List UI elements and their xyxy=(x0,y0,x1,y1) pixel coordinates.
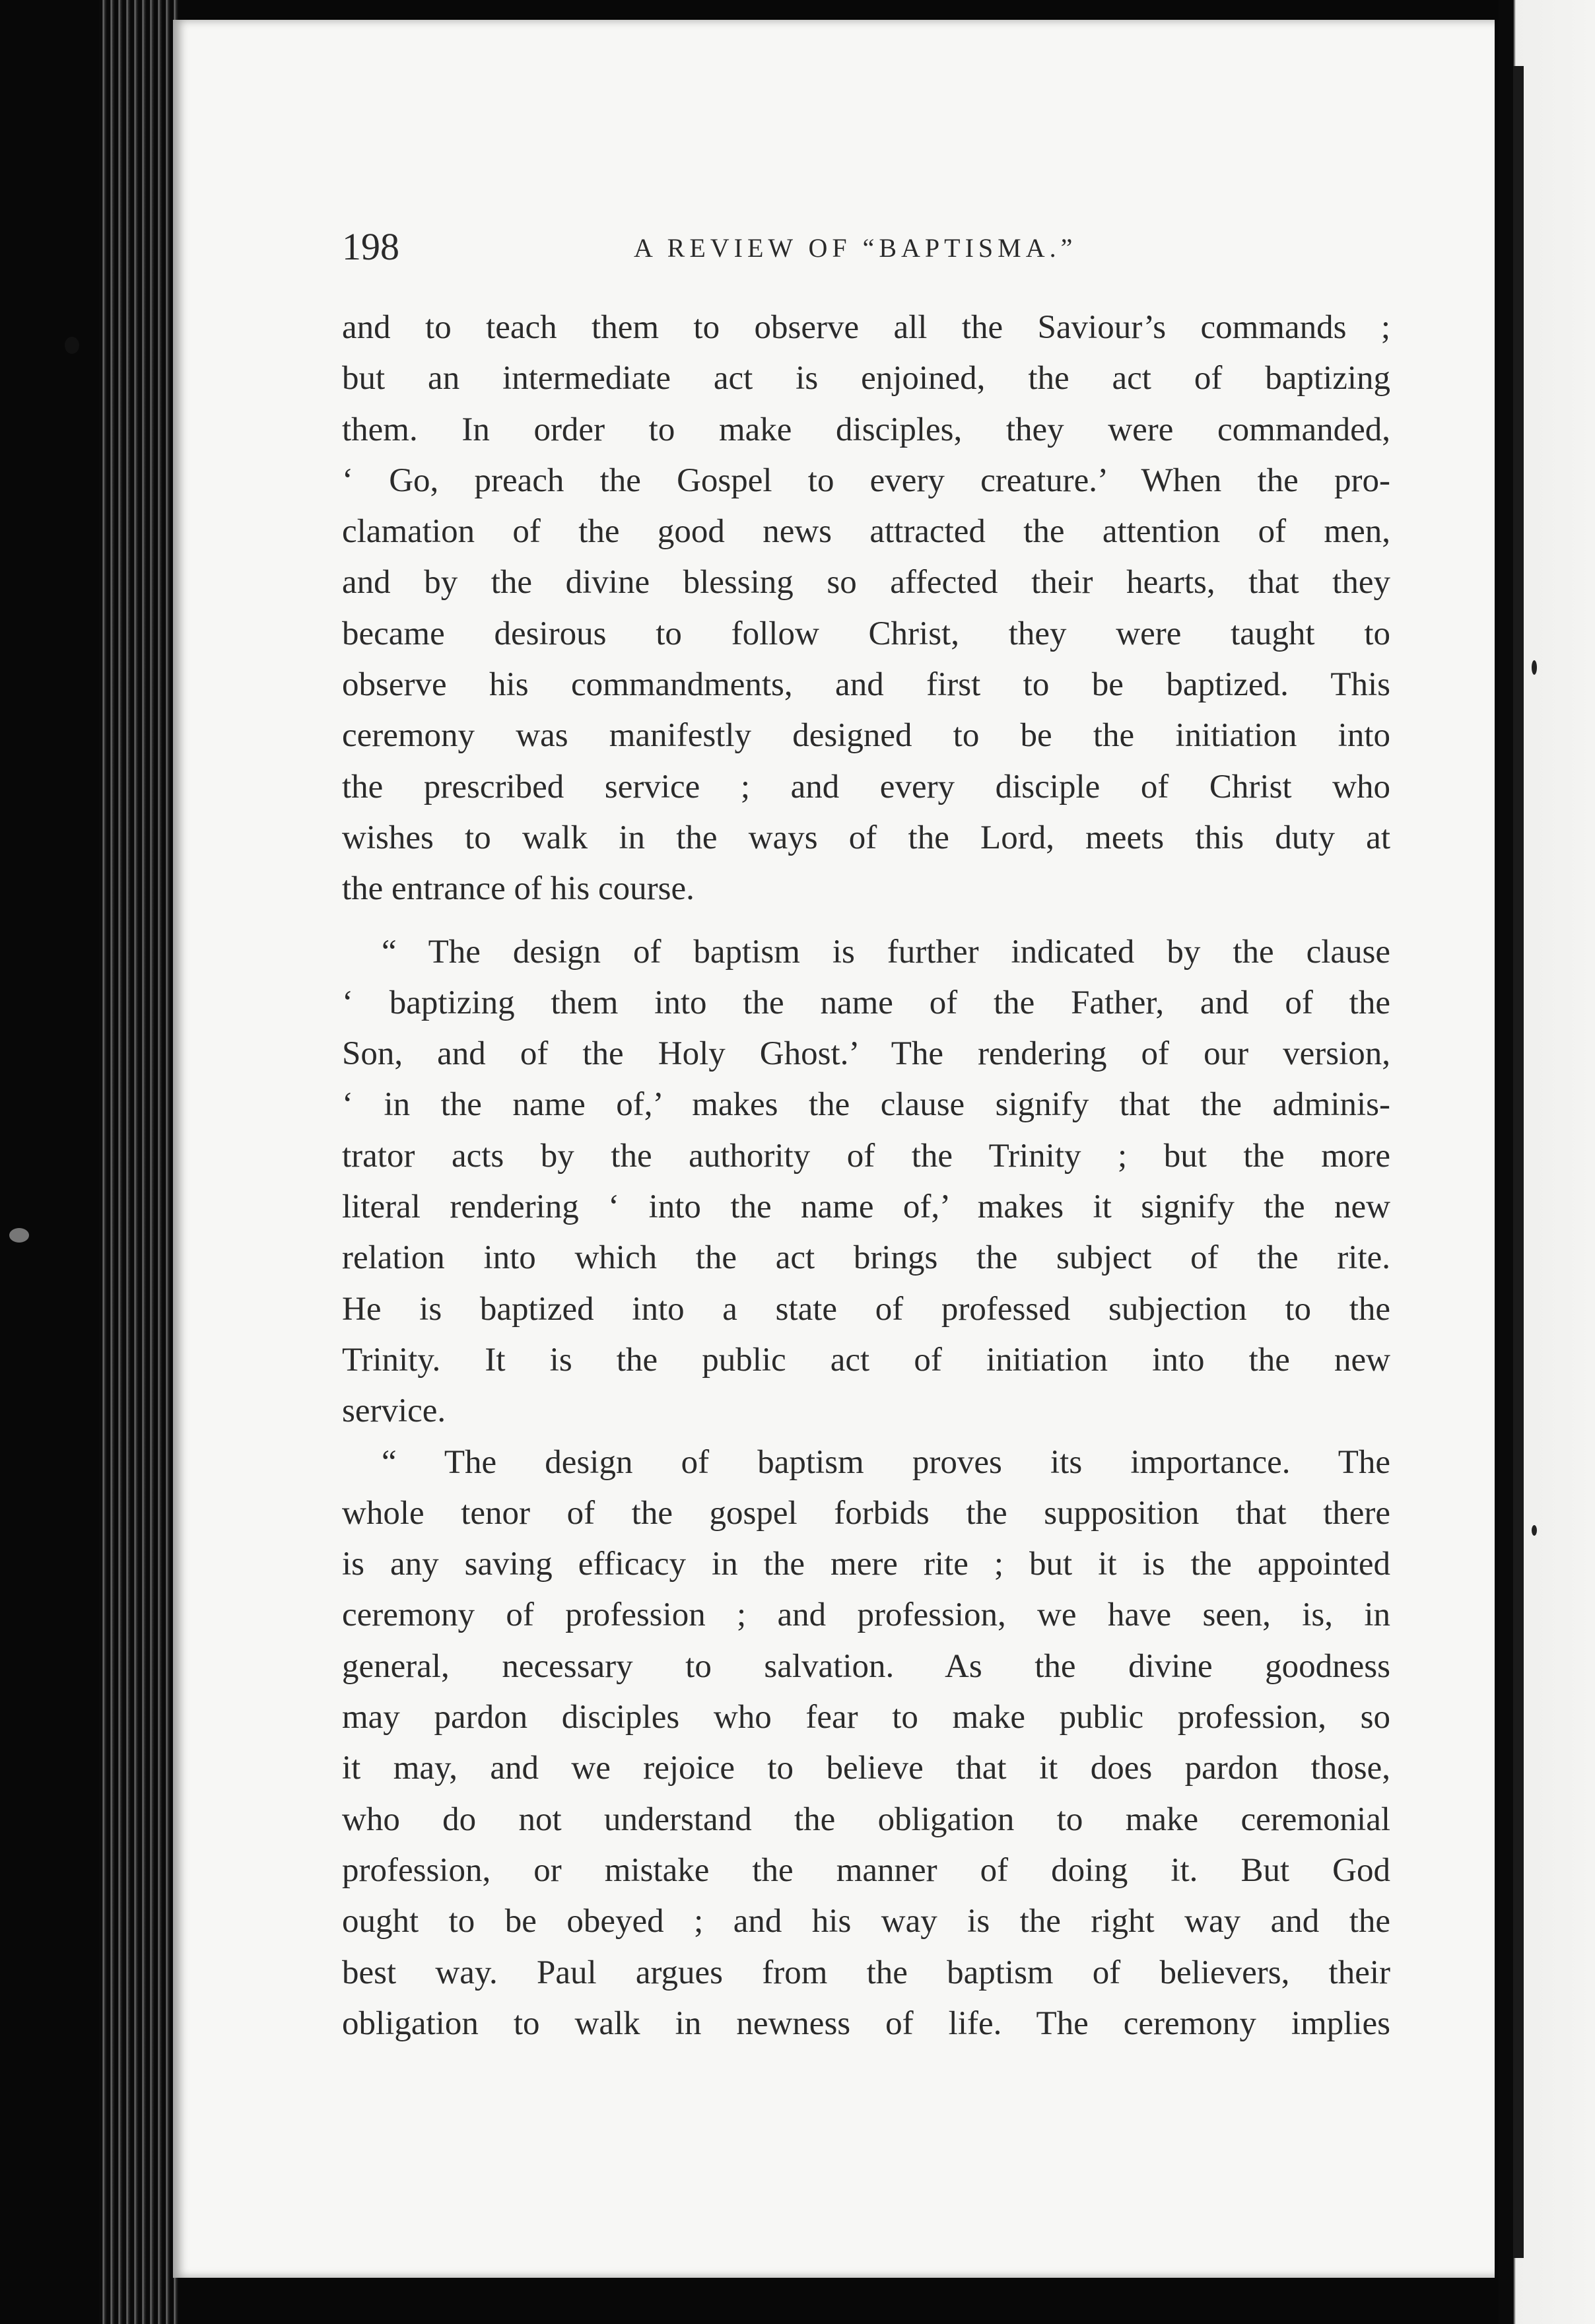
text-line: became desirous to follow Christ, they were taught to xyxy=(342,615,1390,652)
text-line: service. xyxy=(342,1392,446,1430)
text-line: may pardon disciples who fear to make public profession, so xyxy=(342,1699,1390,1736)
page-body xyxy=(342,302,1390,2049)
book-page-edges xyxy=(99,0,178,2324)
text-line: best way. Paul argues from the baptism of believers, their xyxy=(342,1954,1390,1991)
text-line: is any saving efficacy in the mere rite ; but it is the appointed xyxy=(342,1546,1390,1583)
scan-speck xyxy=(1532,660,1537,675)
text-line: whole tenor of the gospel forbids the supposition that there xyxy=(342,1494,1390,1532)
text-line: obligation to walk in newness of life. The ceremony implies xyxy=(342,2004,1390,2042)
binding-shadow xyxy=(1513,66,1524,2258)
text-line: “ The design of baptism is further indicated by the clause xyxy=(382,933,1390,971)
text-line: wishes to walk in the ways of the Lord, meets this duty at xyxy=(342,819,1390,856)
scan-speck xyxy=(9,1228,29,1243)
text-line: general, necessary to salvation. As the divine goodness xyxy=(342,1647,1390,1685)
paragraph xyxy=(342,1437,1390,2050)
text-line: trator acts by the authority of the Trinity ; but the more xyxy=(342,1137,1390,1175)
text-line: ceremony of profession ; and profession, we have seen, is, in xyxy=(342,1596,1390,1634)
text-line: He is baptized into a state of professed subjection to the xyxy=(342,1290,1390,1328)
running-head-title: A REVIEW OF “BAPTISMA.” xyxy=(634,233,1077,263)
text-line: but an intermediate act is enjoined, the act of baptizing xyxy=(342,360,1390,397)
text-line: it may, and we rejoice to believe that it does pardon those, xyxy=(342,1750,1390,1787)
text-line: ought to be obeyed ; and his way is the right way and the xyxy=(342,1903,1390,1940)
text-line: Son, and of the Holy Ghost.’ The rendering of our version, xyxy=(342,1035,1390,1073)
text-line: ‘ baptizing them into the name of the Father, and of the xyxy=(342,984,1390,1021)
text-line: ‘ Go, preach the Gospel to every creature.’ When the pro- xyxy=(342,461,1390,499)
text-line: clamation of the good news attracted the attention of men, xyxy=(342,513,1390,551)
text-line: and by the divine blessing so affected their hearts, that they xyxy=(342,564,1390,601)
adjacent-page-edge xyxy=(1499,0,1595,2324)
text-line: and to teach them to observe all the Saviour’s commands ; xyxy=(342,309,1390,346)
page-number: 198 xyxy=(342,225,399,268)
text-line: who do not understand the obligation to make ceremonial xyxy=(342,1800,1390,1838)
text-line: Trinity. It is the public act of initiation into the new xyxy=(342,1341,1390,1379)
text-line: literal rendering ‘ into the name of,’ makes it signify the new xyxy=(342,1188,1390,1226)
text-line: the prescribed service ; and every disciple of Christ who xyxy=(342,768,1390,805)
text-line: observe his commandments, and first to be baptized. This xyxy=(342,666,1390,704)
text-line: them. In order to make disciples, they were commanded, xyxy=(342,411,1390,448)
scan-speck xyxy=(65,337,79,354)
running-head xyxy=(342,218,1390,277)
scan-speck xyxy=(1532,1525,1537,1536)
text-line: “ The design of baptism proves its importance. The xyxy=(382,1443,1390,1481)
paragraph xyxy=(342,927,1390,1437)
paragraph xyxy=(342,302,1390,915)
paragraph-gap xyxy=(342,915,1390,927)
text-line: the entrance of his course. xyxy=(342,870,695,908)
text-line: profession, or mistake the manner of doing it. But God xyxy=(342,1851,1390,1889)
text-line: relation into which the act brings the subject of the rite. xyxy=(342,1239,1390,1277)
text-line: ‘ in the name of,’ makes the clause signify that the adminis- xyxy=(342,1086,1390,1124)
text-line: ceremony was manifestly designed to be the initiation into xyxy=(342,717,1390,755)
